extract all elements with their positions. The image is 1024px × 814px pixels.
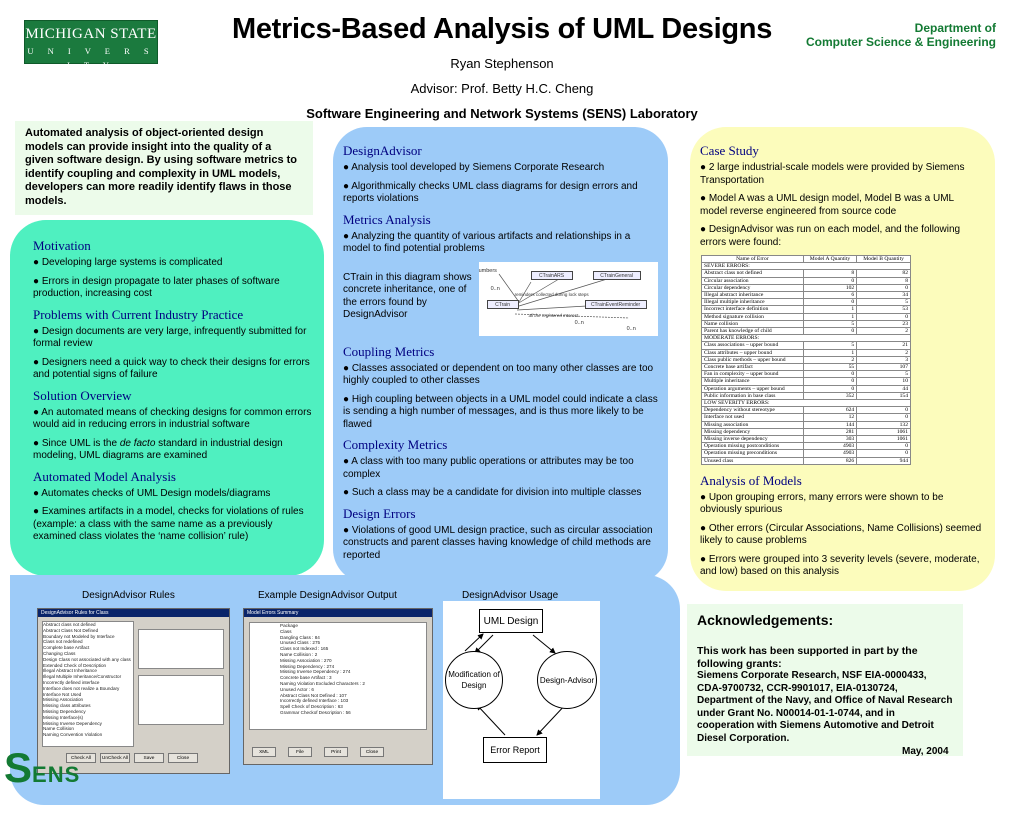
sens-logo-s: S bbox=[4, 744, 33, 791]
table-row bbox=[702, 457, 911, 464]
poster-date: May, 2004 bbox=[902, 746, 949, 757]
table-cell: 624 bbox=[803, 407, 856, 414]
right-panel bbox=[690, 127, 995, 591]
close-button[interactable]: Close bbox=[168, 753, 198, 763]
table-section-row bbox=[702, 335, 911, 342]
table-header-row bbox=[702, 256, 911, 263]
table-cell: 0 bbox=[857, 284, 911, 291]
output-item[interactable]: Unused Actor : 6 bbox=[280, 686, 314, 692]
output-item[interactable]: Missing Association : 270 bbox=[280, 657, 332, 663]
dept-line1: Department of bbox=[914, 21, 996, 35]
table-row bbox=[702, 436, 911, 443]
table-cell: Fan in complexity – upper bound bbox=[702, 371, 804, 378]
table-cell: 1 bbox=[803, 313, 856, 320]
table-cell: 2 bbox=[857, 328, 911, 335]
table-cell: Class attributes – upper bound bbox=[702, 349, 804, 356]
sens-logo bbox=[4, 744, 80, 792]
rule-item[interactable]: Illegal Multiple Inheritance/Constructor bbox=[43, 674, 122, 680]
rule-item[interactable]: Abstract Class Not Defined bbox=[43, 627, 99, 633]
table-cell: 21 bbox=[857, 342, 911, 349]
ack-grants: Siemens Corporate Research, NSF EIA-0000433, CDA-9700732, CCR-9901017, EIA-0130724, Department of the Navy, and Office of Naval Research under Grant No. N00014-01-1-0744, and in cooperation with Siemens Automotive and Detroit Diesel Corporation. bbox=[697, 670, 953, 744]
table-cell: 303 bbox=[803, 436, 856, 443]
table-cell: 12 bbox=[803, 414, 856, 421]
output-item[interactable]: Class bbox=[280, 628, 292, 634]
output-item[interactable]: Package bbox=[280, 623, 298, 628]
problems-point: ● Designers need a quick way to check their designs for errors and potential signs of failure bbox=[33, 356, 310, 380]
table-row bbox=[702, 392, 911, 399]
output-window-title: Model Errors Summary bbox=[244, 609, 432, 617]
table-cell: Missing dependency bbox=[702, 428, 804, 435]
table-cell: Abstract class not defined bbox=[702, 270, 804, 277]
table-cell: Concrete base artifact bbox=[702, 364, 804, 371]
automated-point: ● Automates checks of UML Design models/diagrams bbox=[33, 487, 271, 499]
table-cell: 10 bbox=[857, 378, 911, 385]
table-row bbox=[702, 428, 911, 435]
table-row bbox=[702, 450, 911, 457]
analysis-heading: Analysis of Models bbox=[700, 472, 802, 488]
table-cell: Public information in base class bbox=[702, 392, 804, 399]
output-list bbox=[249, 622, 427, 730]
table-cell: 0 bbox=[803, 277, 856, 284]
error-table-body bbox=[702, 263, 911, 465]
rule-item[interactable]: Illegal Abstract Inheritance bbox=[43, 668, 97, 674]
logo-line2: U N I V E R S I T Y bbox=[27, 46, 155, 70]
sens-logo-rest: ENS bbox=[32, 762, 81, 787]
output-item[interactable]: Missing Inverse Dependency : 274 bbox=[280, 669, 351, 675]
table-cell: 352 bbox=[803, 392, 856, 399]
coupling-point: ● Classes associated or dependent on too many other classes are too highly coupled to other classes bbox=[343, 362, 654, 386]
left-panel bbox=[10, 220, 324, 576]
solution-heading: Solution Overview bbox=[33, 387, 132, 403]
table-cell: Incorrect interface definition bbox=[702, 306, 804, 313]
table-row bbox=[702, 292, 911, 299]
table-section-label: LOW SEVERITY ERRORS: bbox=[702, 400, 911, 407]
coupling-heading: Coupling Metrics bbox=[343, 343, 435, 359]
table-section-label: MODERATE ERRORS: bbox=[702, 335, 911, 342]
rule-item[interactable]: Interface does not realize a Boundary bbox=[43, 685, 120, 691]
table-cell: 8 bbox=[803, 270, 856, 277]
error-table bbox=[701, 255, 911, 465]
rule-item[interactable]: Abstract class not defined bbox=[43, 622, 96, 627]
table-section-row bbox=[702, 263, 911, 270]
automated-heading: Automated Model Analysis bbox=[33, 468, 176, 484]
automated-point: ● Examines artifacts in a model, checks for violations of rules (example: a class with the same name as a previously examined class violates the ‘name collision’ rule) bbox=[33, 506, 304, 542]
error-report-node: Error Report bbox=[483, 737, 547, 763]
table-row bbox=[702, 385, 911, 392]
table-header: Model A Quantity bbox=[803, 256, 856, 263]
table-header: Name of Error bbox=[702, 256, 804, 263]
rule-item[interactable]: Complete base Artifact bbox=[43, 645, 90, 651]
rule-item[interactable]: Missing Association bbox=[43, 697, 84, 703]
multiplicity: 0..n bbox=[626, 325, 636, 332]
ctrain-diagram bbox=[479, 262, 658, 336]
table-row bbox=[702, 277, 911, 284]
table-cell: 5 bbox=[803, 320, 856, 327]
table-cell: Operation missing postconditions bbox=[702, 443, 804, 450]
table-cell: Missing association bbox=[702, 421, 804, 428]
table-cell: 1061 bbox=[857, 428, 911, 435]
table-row bbox=[702, 349, 911, 356]
problems-point: ● Design documents are very large, infrequently submitted for formal review bbox=[33, 325, 307, 349]
diagram-text: reminders collected during lock steps bbox=[514, 291, 589, 297]
metrics-point: ● Analyzing the quantity of various artifacts and relationships in a model to find potential problems bbox=[343, 230, 631, 254]
usage-diagram bbox=[443, 601, 600, 799]
output-item[interactable]: Incorrectly defined Interface : 103 bbox=[280, 698, 349, 704]
designadvisor-point: ● Algorithmically checks UML class diagrams for design errors and reports violations bbox=[343, 180, 638, 204]
table-row bbox=[702, 421, 911, 428]
table-cell: 102 bbox=[803, 284, 856, 291]
case-point: ● DesignAdvisor was run on each model, and the following errors were found: bbox=[700, 224, 961, 248]
rules-list bbox=[42, 621, 134, 747]
table-cell: Class associations – upper bound bbox=[702, 342, 804, 349]
output-item[interactable]: Dangling Class : 84 bbox=[280, 634, 320, 640]
rule-item[interactable]: Missing Interface(s) bbox=[43, 714, 84, 720]
rules-detail-box bbox=[138, 629, 224, 669]
table-row bbox=[702, 284, 911, 291]
table-row bbox=[702, 342, 911, 349]
rule-item[interactable]: Class not redefined bbox=[43, 639, 83, 645]
table-row bbox=[702, 306, 911, 313]
output-item[interactable]: Concrete base Artifact : 3 bbox=[280, 675, 332, 681]
table-cell: 281 bbox=[803, 428, 856, 435]
table-cell: 0 bbox=[803, 299, 856, 306]
table-cell: Dependency without stereotype bbox=[702, 407, 804, 414]
ack-heading: Acknowledgements: bbox=[697, 612, 834, 628]
table-row bbox=[702, 328, 911, 335]
analysis-point: ● Other errors (Circular Associations, Name Collisions) seemed likely to cause problems bbox=[700, 522, 982, 547]
table-cell: 4903 bbox=[803, 443, 856, 450]
table-cell: 44 bbox=[857, 385, 911, 392]
table-section-row bbox=[702, 400, 911, 407]
rule-item[interactable]: Missing class attributes bbox=[43, 703, 91, 709]
table-cell: Method signature collision bbox=[702, 313, 804, 320]
table-cell: 1061 bbox=[857, 436, 911, 443]
table-row bbox=[702, 270, 911, 277]
rule-item[interactable]: Missing Dependency bbox=[43, 708, 86, 714]
output-item[interactable]: Unused Class : 275 bbox=[280, 640, 321, 646]
errors-point: ● Violations of good UML design practice, such as circular association constructs and parent classes having knowledge of child methods are reported bbox=[343, 524, 653, 561]
table-cell: Operation missing preconditions bbox=[702, 450, 804, 457]
rule-item[interactable]: Name Collision bbox=[43, 726, 74, 732]
table-cell: 3 bbox=[857, 356, 911, 363]
author: Ryan Stephenson bbox=[450, 56, 554, 71]
close-button[interactable]: Close bbox=[360, 747, 384, 757]
table-cell: Class public methods – upper bound bbox=[702, 356, 804, 363]
table-cell: 5 bbox=[803, 342, 856, 349]
solution-point: ● An automated means of checking designs for common errors would aid in reducing errors in industrial software bbox=[33, 406, 312, 430]
table-cell: 2 bbox=[803, 356, 856, 363]
solution-text: ● Since UML is the bbox=[33, 437, 120, 449]
uml-class: CTrainEventReminder bbox=[585, 300, 647, 309]
de-facto-text: de facto bbox=[119, 437, 156, 449]
table-cell: 1 bbox=[803, 306, 856, 313]
table-cell: Illegal abstract inheritance bbox=[702, 292, 804, 299]
rule-item[interactable]: Interface Not Used bbox=[43, 691, 82, 697]
uml-class: CTrainGeneral bbox=[593, 271, 641, 280]
table-row bbox=[702, 407, 911, 414]
rules-window-title: DesignAdvisor Rules for Class bbox=[38, 609, 229, 617]
xml-button[interactable]: XML bbox=[252, 747, 276, 757]
case-study-heading: Case Study bbox=[700, 143, 759, 158]
metrics-heading: Metrics Analysis bbox=[343, 211, 431, 227]
analysis-point: ● Errors were grouped into 3 severity levels (severe, moderate, and low) based on this analysis bbox=[700, 553, 980, 578]
caption-rules: DesignAdvisor Rules bbox=[82, 590, 175, 601]
table-cell: Unused class bbox=[702, 457, 804, 464]
uml-design-node: UML Design bbox=[479, 609, 543, 633]
designadvisor-heading: DesignAdvisor bbox=[343, 143, 422, 158]
table-cell: Interface not used bbox=[702, 414, 804, 421]
table-cell: 0 bbox=[803, 328, 856, 335]
caption-usage: DesignAdvisor Usage bbox=[462, 590, 559, 601]
table-header: Model B Quantity bbox=[857, 256, 911, 263]
table-cell: 944 bbox=[857, 457, 911, 464]
designadvisor-point: ● Analysis tool developed by Siemens Corporate Research bbox=[343, 162, 605, 173]
save-button[interactable]: Save bbox=[134, 753, 164, 763]
motivation-point: ● Developing large systems is complicated bbox=[33, 257, 223, 268]
print-button[interactable]: Print bbox=[324, 747, 348, 757]
table-cell: 107 bbox=[857, 364, 911, 371]
table-cell: 6 bbox=[803, 292, 856, 299]
uncheck-all-button[interactable]: UnCheck All bbox=[100, 753, 130, 763]
table-cell: 23 bbox=[857, 320, 911, 327]
solution-text: standard in industrial design modeling, UML diagrams are examined bbox=[33, 437, 283, 461]
table-cell: 0 bbox=[803, 371, 856, 378]
table-cell: 0 bbox=[857, 450, 911, 457]
table-row bbox=[702, 371, 911, 378]
table-cell: 82 bbox=[857, 270, 911, 277]
diagram-text: umbers bbox=[478, 267, 497, 274]
ctrain-text: CTrain in this diagram shows concrete inheritance, one of the errors found by DesignAdvisor bbox=[343, 271, 472, 320]
table-cell: 0 bbox=[857, 414, 911, 421]
table-cell: 53 bbox=[857, 306, 911, 313]
table-cell: Illegal multiple inheritance bbox=[702, 299, 804, 306]
analysis-point: ● Upon grouping errors, many errors were shown to be obviously spurious bbox=[700, 491, 944, 516]
uml-class: CTrain bbox=[487, 300, 519, 309]
table-row bbox=[702, 414, 911, 421]
table-section-label: SEVERE ERRORS: bbox=[702, 263, 911, 270]
dept-line2: Computer Science & Engineering bbox=[805, 35, 996, 49]
problems-heading: Problems with Current Industry Practice bbox=[33, 306, 244, 322]
abstract: Automated analysis of object-oriented design models can provide insight into the quality of a given software design. By using software metrics to identify coupling and complexity in UML models, developers can more readily identify flaws in those models. bbox=[15, 121, 313, 215]
rules-detail-box bbox=[138, 675, 224, 725]
file-button[interactable]: File bbox=[288, 747, 312, 757]
output-item[interactable]: Grammar Checkof Description : 56 bbox=[280, 709, 351, 715]
table-cell: 0 bbox=[857, 313, 911, 320]
rule-item[interactable]: Incorrectly defined interface bbox=[43, 679, 100, 685]
lab-name: Software Engineering and Network Systems (SENS) Laboratory bbox=[306, 106, 698, 121]
table-cell: 34 bbox=[857, 292, 911, 299]
table-cell: Multiple inheritance bbox=[702, 378, 804, 385]
rule-item[interactable]: Boundary not Modeled by Interface bbox=[43, 633, 115, 639]
logo-line1: MICHIGAN STATE bbox=[25, 26, 157, 42]
table-cell: Missing inverse dependency bbox=[702, 436, 804, 443]
table-cell: 826 bbox=[803, 457, 856, 464]
poster-title: Metrics-Based Analysis of UML Designs bbox=[231, 13, 773, 45]
middle-panel bbox=[333, 127, 668, 583]
output-screenshot bbox=[243, 608, 433, 765]
modification-node: Modification of Design bbox=[445, 651, 503, 709]
complexity-heading: Complexity Metrics bbox=[343, 437, 448, 452]
errors-heading: Design Errors bbox=[343, 505, 416, 521]
complexity-point: ● Such a class may be a candidate for division into multiple classes bbox=[343, 487, 642, 498]
rule-item[interactable]: Design Class not associated with any class bbox=[43, 656, 131, 662]
advisor: Advisor: Prof. Betty H.C. Cheng bbox=[410, 81, 594, 96]
designadvisor-node: Design-Advisor bbox=[537, 651, 597, 709]
output-item[interactable]: Name Collision : 2 bbox=[280, 651, 318, 657]
table-cell: Parent has knowledge of child bbox=[702, 328, 804, 335]
diagram-text: all the registered Interest bbox=[528, 312, 579, 318]
table-row bbox=[702, 299, 911, 306]
rule-item[interactable]: Changing Class bbox=[43, 650, 76, 656]
ack-intro: This work has been supported in part by the following grants: bbox=[697, 645, 918, 670]
table-cell: 144 bbox=[803, 421, 856, 428]
table-cell: 55 bbox=[803, 364, 856, 371]
table-cell: Name collision bbox=[702, 320, 804, 327]
table-row bbox=[702, 443, 911, 450]
ctrain-row bbox=[343, 262, 658, 336]
coupling-point: ● High coupling between objects in a UML model could indicate a class is sending a high number of messages, and is thus more likely to be flawed bbox=[343, 393, 658, 430]
check-all-button[interactable]: Check All bbox=[66, 753, 96, 763]
table-cell: Operation arguments – upper bound bbox=[702, 385, 804, 392]
table-cell: 0 bbox=[803, 378, 856, 385]
table-row bbox=[702, 313, 911, 320]
output-item[interactable]: Spell Check of Description : 63 bbox=[280, 704, 343, 710]
table-cell: 4903 bbox=[803, 450, 856, 457]
department bbox=[806, 21, 996, 49]
case-point: ● 2 large industrial-scale models were provided by Siemens Transportation bbox=[700, 162, 965, 186]
rule-item[interactable]: Extended Check of Description bbox=[43, 662, 107, 668]
table-cell: Circular association bbox=[702, 277, 804, 284]
motivation-point: ● Errors in design propagate to later phases of software production, increasing cost bbox=[33, 275, 280, 299]
table-cell: 132 bbox=[857, 421, 911, 428]
multiplicity: 0..n bbox=[490, 285, 500, 292]
table-cell: 0 bbox=[857, 443, 911, 450]
table-row bbox=[702, 356, 911, 363]
caption-output: Example DesignAdvisor Output bbox=[258, 590, 397, 601]
table-row bbox=[702, 364, 911, 371]
table-cell: 0 bbox=[857, 407, 911, 414]
output-item[interactable]: Missing Dependency : 274 bbox=[280, 663, 335, 669]
table-cell: Circular dependency bbox=[702, 284, 804, 291]
multiplicity: 0..n bbox=[574, 319, 584, 326]
table-cell: 5 bbox=[857, 299, 911, 306]
table-cell: 154 bbox=[857, 392, 911, 399]
solution-point bbox=[33, 438, 314, 463]
case-point: ● Model A was a UML design model, Model B was a UML model reverse engineered from source code bbox=[700, 193, 954, 217]
complexity-point: ● A class with too many public operations or attributes may be too complex bbox=[343, 456, 634, 480]
table-row bbox=[702, 378, 911, 385]
table-cell: 8 bbox=[857, 277, 911, 284]
uml-class: CTrainARS bbox=[531, 271, 573, 280]
table-cell: 2 bbox=[857, 349, 911, 356]
output-item[interactable]: Naming Violation Excluded Characters : 2 bbox=[280, 680, 365, 686]
table-cell: 5 bbox=[857, 371, 911, 378]
rule-item[interactable]: Missing Inverse Dependency bbox=[43, 720, 102, 726]
table-cell: 1 bbox=[803, 349, 856, 356]
motivation-heading: Motivation bbox=[33, 238, 91, 253]
output-item[interactable]: Class not Indexed : 165 bbox=[280, 646, 329, 652]
table-cell: 0 bbox=[803, 385, 856, 392]
output-item[interactable]: Abstract Class Not Defined : 107 bbox=[280, 692, 347, 698]
rule-item[interactable]: Naming Convention Violation bbox=[43, 732, 103, 738]
acknowledgements bbox=[687, 604, 963, 756]
table-row bbox=[702, 320, 911, 327]
